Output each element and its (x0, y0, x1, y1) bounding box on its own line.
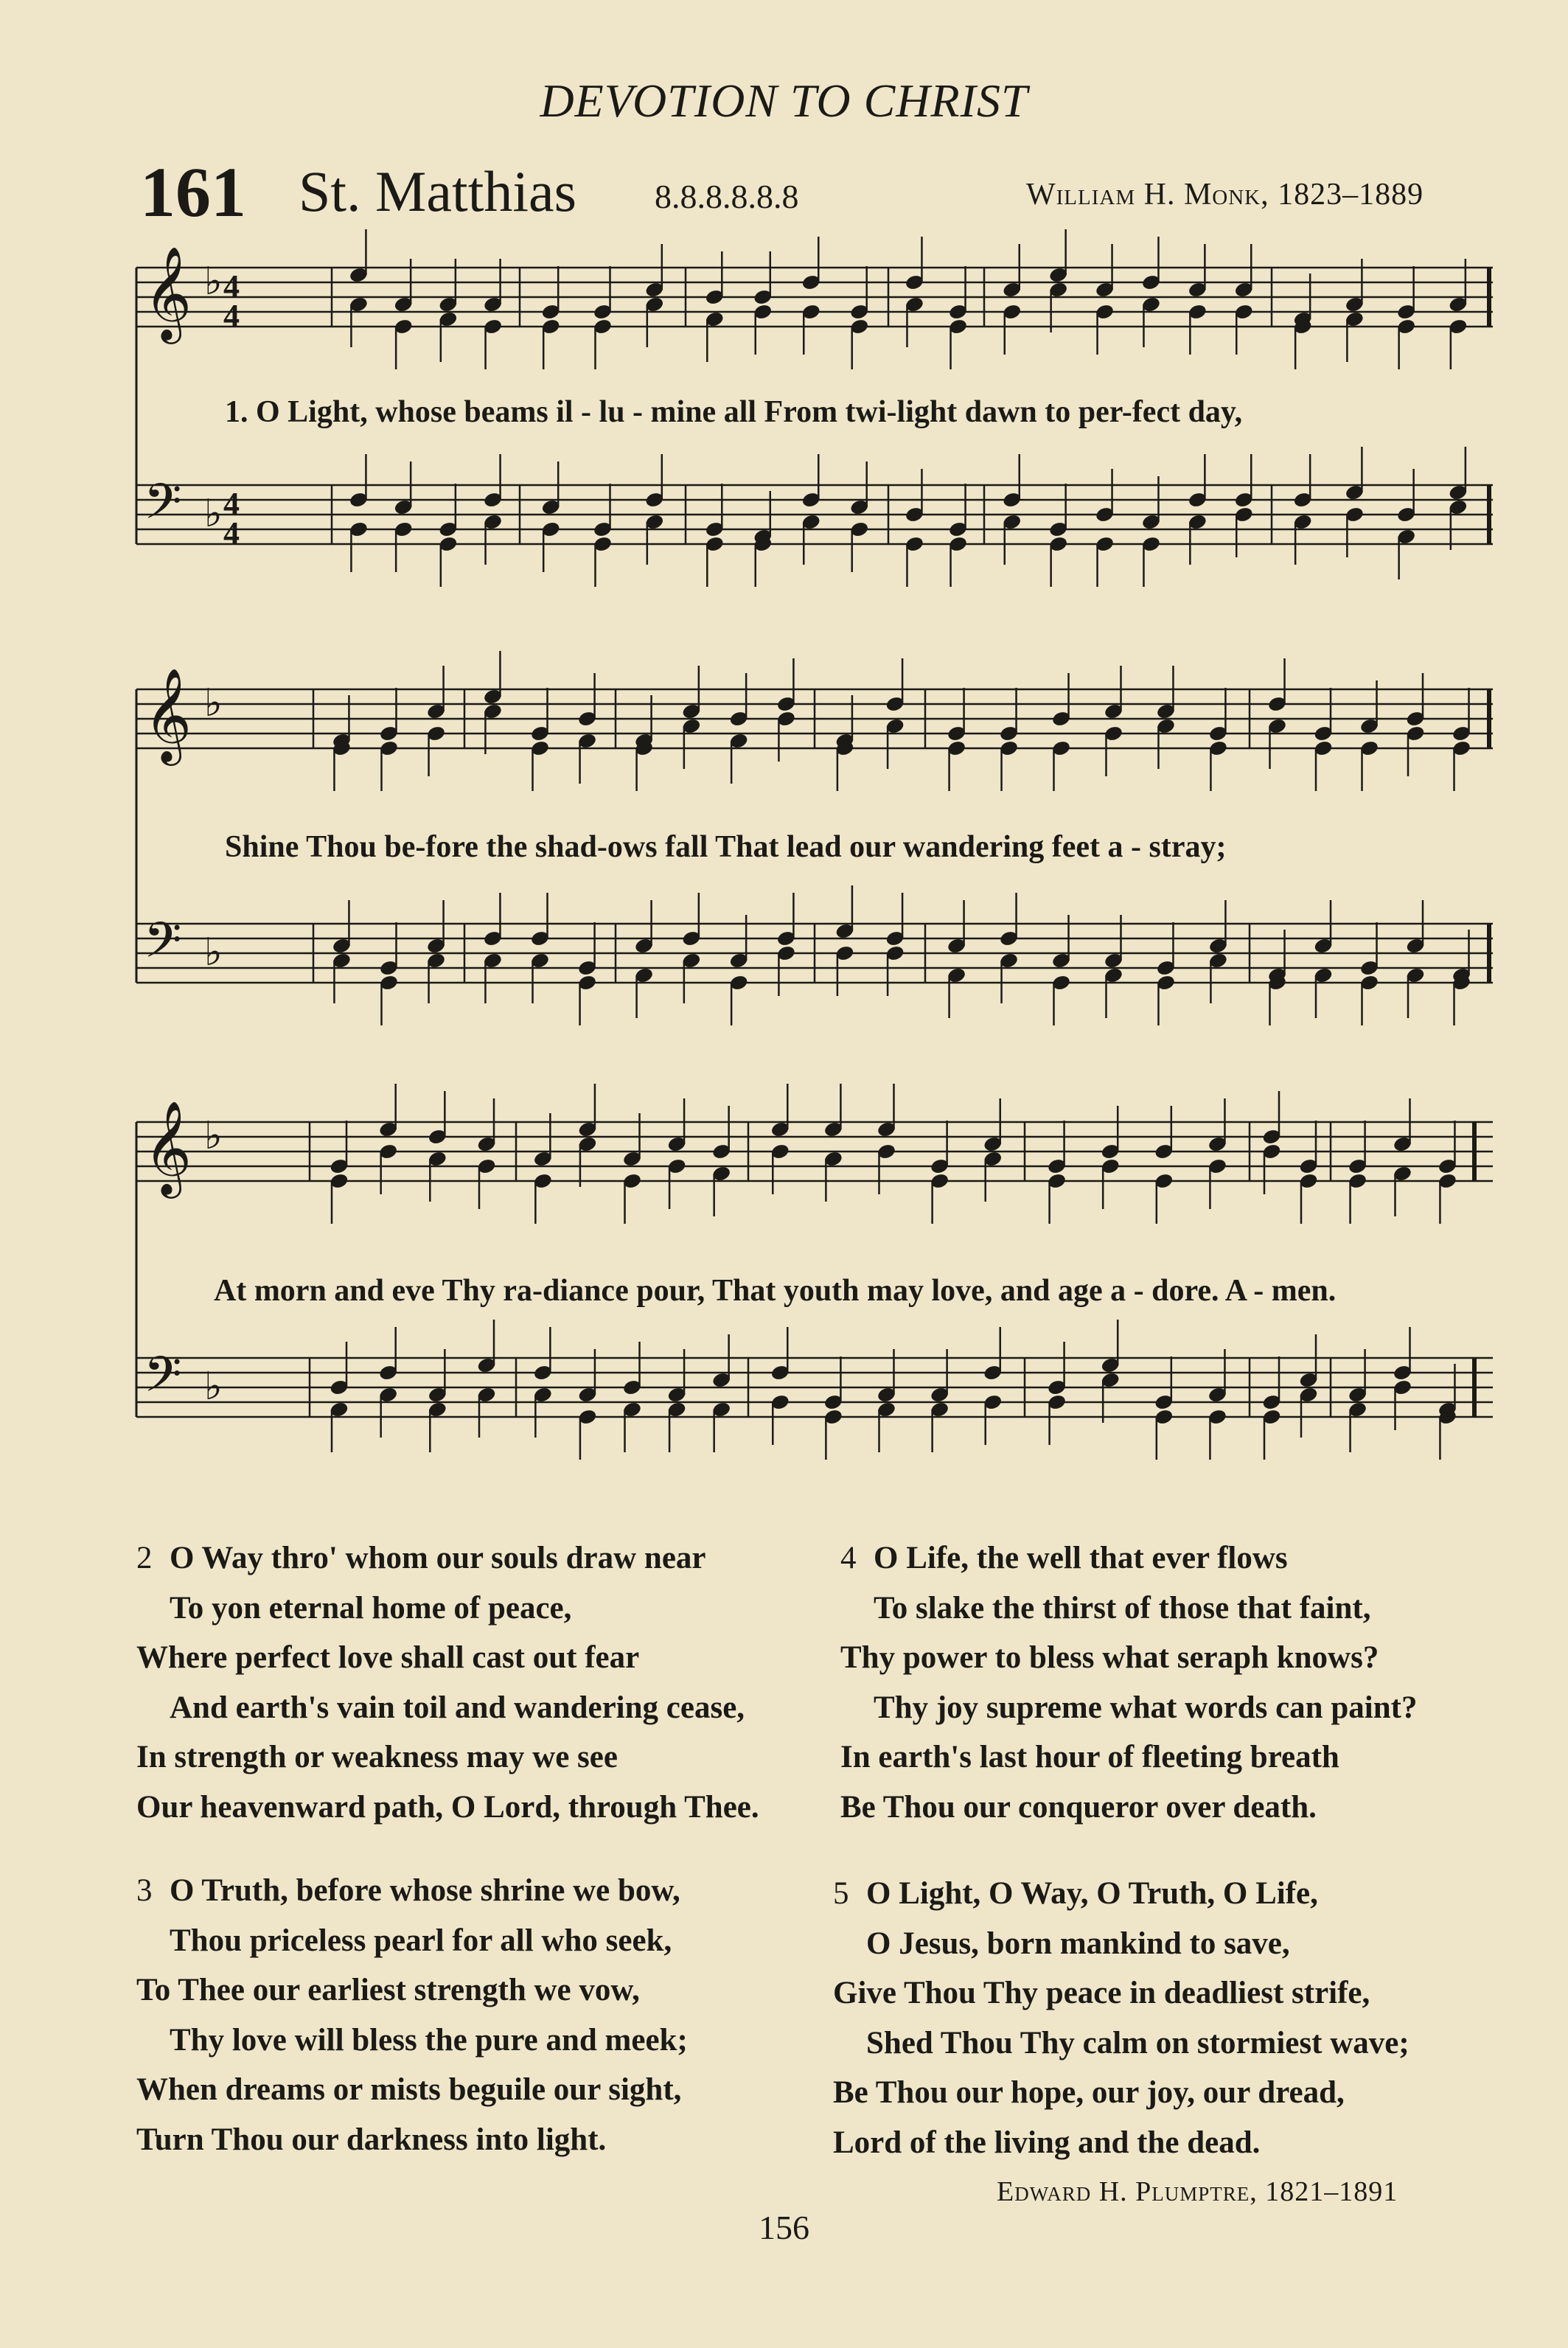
lyric-line-3: At morn and eve Thy ra-diance pour, That youth may love, and age a - dore. A - men. (214, 1274, 1337, 1308)
author-credit: Edward H. Plumptre, 1821–1891 (997, 2176, 1398, 2207)
verse-line: And earth's vain toil and wandering cease, (170, 1690, 745, 1725)
verse-line: In earth's last hour of fleeting breath (840, 1740, 1339, 1774)
verse-5 (833, 1869, 1410, 2167)
verse-line: O Truth, before whose shrine we bow, (170, 1873, 680, 1908)
verse-line: Turn Thou our darkness into light. (136, 2122, 607, 2157)
verse-line: Be Thou our conqueror over death. (840, 1789, 1317, 1825)
verse-number: 5 (833, 1876, 849, 1911)
time-signature-top: 4 (223, 486, 240, 522)
verse-line: Thou priceless pearl for all who seek, (170, 1923, 672, 1958)
treble-clef: 𝄞 (144, 1100, 192, 1194)
lyric-line-1: 1. O Light, whose beams il - lu - mine all From twi-light dawn to per-fect day, (225, 395, 1243, 429)
verse-line: When dreams or mists beguile our sight, (136, 2072, 682, 2107)
treble-clef: 𝄞 (144, 667, 192, 762)
bass-clef: 𝄢 (144, 473, 182, 542)
verse-line: Shed Thou Thy calm on stormiest wave; (866, 2025, 1410, 2060)
verse-4 (840, 1533, 1417, 1832)
flat-sign: ♭ (204, 1114, 223, 1158)
verse-line: Lord of the living and the dead. (833, 2125, 1261, 2160)
treble-clef: 𝄞 (144, 245, 192, 340)
verse-line: Be Thou our hope, our joy, our dread, (833, 2075, 1345, 2110)
meter: 8.8.8.8.8.8 (655, 178, 799, 215)
section-heading: DEVOTION TO CHRIST (540, 74, 1028, 127)
flat-sign: ♭ (204, 930, 223, 975)
flat-sign: ♭ (204, 681, 223, 725)
tune-name: St. Matthias (299, 159, 577, 223)
verse-line: In strength or weakness may we see (136, 1740, 618, 1774)
flat-sign: ♭ (204, 492, 223, 536)
hymn-number: 161 (140, 153, 246, 231)
verse-line: Our heavenward path, O Lord, through Thee. (136, 1789, 759, 1825)
verse-line: To yon eternal home of peace, (170, 1590, 572, 1626)
composer: William H. Monk, 1823–1889 (1026, 178, 1424, 212)
bass-clef: 𝄢 (144, 912, 182, 980)
time-signature-bottom: 4 (223, 298, 240, 334)
verse-line: Thy power to bless what seraph knows? (840, 1640, 1379, 1675)
flat-sign: ♭ (204, 259, 223, 304)
verse-line: O Light, O Way, O Truth, O Life, (866, 1876, 1318, 1911)
lyric-line-2: Shine Thou be-fore the shad-ows fall That lead our wandering feet a - stray; (225, 830, 1227, 864)
verse-line: To slake the thirst of those that faint, (874, 1590, 1371, 1626)
page-number: 156 (759, 2209, 809, 2246)
verse-line: To Thee our earliest strength we vow, (136, 1973, 640, 2007)
verse-line: O Way thro' whom our souls draw near (170, 1541, 706, 1575)
time-signature-bottom: 4 (223, 515, 240, 551)
verse-line: Where perfect love shall cast out fear (136, 1640, 640, 1675)
verse-line: Give Thou Thy peace in deadliest strife, (833, 1976, 1370, 2010)
verse-line: Thy love will bless the pure and meek; (170, 2022, 688, 2058)
verse-number: 2 (136, 1541, 153, 1575)
bass-clef: 𝄢 (144, 1346, 182, 1415)
flat-sign: ♭ (204, 1365, 223, 1409)
time-signature-top: 4 (223, 268, 240, 304)
verse-number: 4 (840, 1541, 857, 1575)
verse-line: O Life, the well that ever flows (874, 1541, 1288, 1575)
verse-3 (136, 1866, 688, 2164)
verse-line: Thy joy supreme what words can paint? (874, 1690, 1418, 1725)
verse-number: 3 (136, 1873, 153, 1908)
verse-line: O Jesus, born mankind to save, (866, 1926, 1290, 1961)
verse-2 (136, 1533, 759, 1832)
